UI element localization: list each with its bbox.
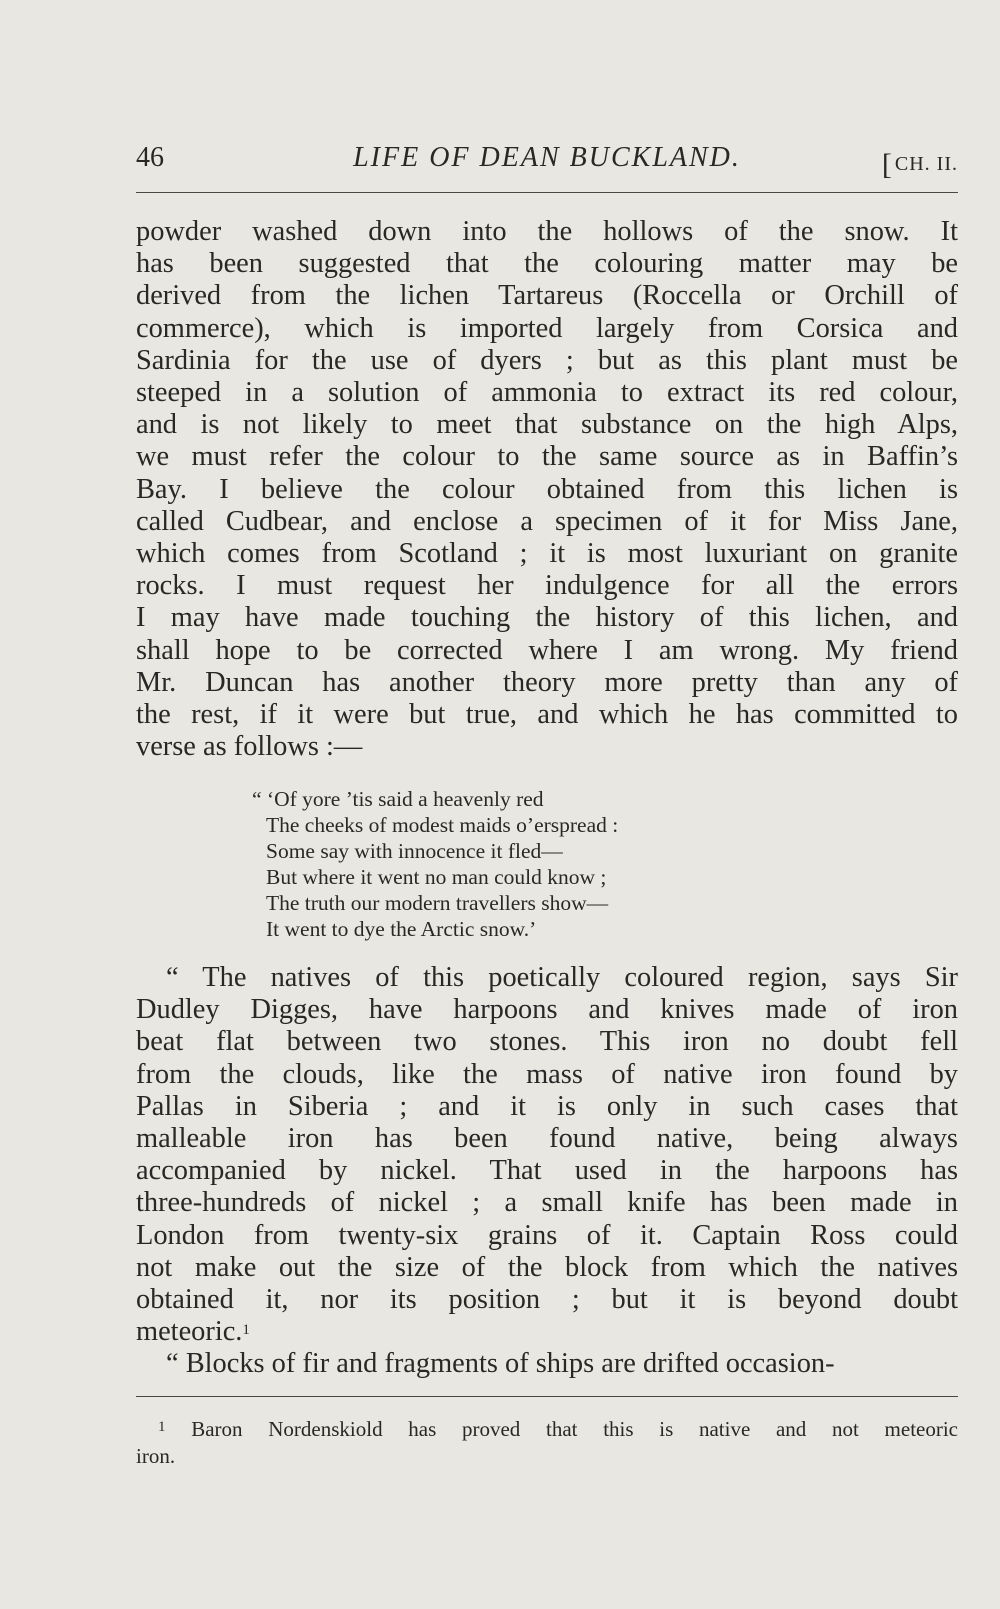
text-line: steeped in a solution of ammonia to extract its red colour,	[136, 377, 958, 409]
text-line: derived from the lichen Tartareus (Roccella or Orchill of	[136, 280, 958, 312]
footnote-text: Baron Nordenskiold has proved that this is native and not meteoric	[191, 1417, 959, 1441]
text-line: the rest, if it were but true, and which he has committed to	[136, 699, 958, 731]
text-line: called Cudbear, and enclose a specimen of it for Miss Jane,	[136, 505, 958, 537]
text-line: has been suggested that the colouring matter may be	[136, 248, 958, 280]
verse-line: The cheeks of modest maids o’erspread :	[266, 813, 619, 837]
text-line: rocks. I must request her indulgence for all the errors	[136, 570, 958, 602]
text-line: “ The natives of this poetically coloured region, says Sir	[166, 962, 958, 993]
text-line: from the clouds, like the mass of native iron found by	[136, 1058, 958, 1090]
running-title: LIFE OF DEAN BUCKLAND.	[353, 142, 741, 173]
verse-line: But where it went no man could know ;	[266, 865, 607, 889]
verse-line: “ ‘Of yore ’tis said a heavenly red	[252, 787, 544, 811]
footnote-line: iron.	[136, 1444, 176, 1468]
verse-line: It went to dye the Arctic snow.’	[266, 917, 537, 941]
footnote-line	[136, 1416, 958, 1443]
footnote-rule	[136, 1396, 958, 1397]
text-line: Dudley Digges, have harpoons and knives made of iron	[136, 994, 958, 1026]
text-line: verse as follows :—	[136, 731, 363, 763]
text-line: I may have made touching the history of this lichen, and	[136, 602, 958, 634]
verse-line: Some say with innocence it fled—	[266, 839, 563, 863]
paragraph-3-first-line: “ Blocks of fir and fragments of ships are drifted occasion-	[166, 1348, 835, 1380]
footnote-marker: 1	[158, 1419, 166, 1435]
text-line: obtained it, nor its position ; but it is beyond doubt	[136, 1284, 958, 1316]
footnote-reference: 1	[242, 1322, 250, 1339]
verse-quotation	[252, 786, 826, 942]
chapter-label: [ CH. II.	[882, 144, 958, 178]
paragraph-2	[136, 962, 958, 1381]
text-line: commerce), which is imported largely from Corsica and	[136, 312, 958, 344]
text-line: which comes from Scotland ; it is most luxuriant on granite	[136, 538, 958, 570]
page-number: 46	[136, 142, 164, 173]
text-line: Mr. Duncan has another theory more pretty than any of	[136, 666, 958, 698]
text-line: accompanied by nickel. That used in the harpoons has	[136, 1155, 958, 1187]
text-line: malleable iron has been found native, being always	[136, 1123, 958, 1155]
text-line: Sardinia for the use of dyers ; but as this plant must be	[136, 344, 958, 376]
text-line	[136, 1316, 958, 1348]
text-line: London from twenty-six grains of it. Captain Ross could	[136, 1219, 958, 1251]
text-line: we must refer the colour to the same source as in Baffin’s	[136, 441, 958, 473]
paragraph-1	[136, 216, 958, 763]
text-line: three-hundreds of nickel ; a small knife has been made in	[136, 1187, 958, 1219]
text-line: powder washed down into the hollows of the snow. It	[136, 216, 958, 247]
running-header	[136, 142, 958, 186]
text-line: and is not likely to meet that substance on the high Alps,	[136, 409, 958, 441]
text-line: Bay. I believe the colour obtained from this lichen is	[136, 473, 958, 505]
text-line: not make out the size of the block from which the natives	[136, 1251, 958, 1283]
text-line: shall hope to be corrected where I am wrong. My friend	[136, 634, 958, 666]
verse-line: The truth our modern travellers show—	[266, 891, 609, 915]
footnote	[136, 1416, 958, 1470]
text-line: Pallas in Siberia ; and it is only in such cases that	[136, 1090, 958, 1122]
text-line: beat flat between two stones. This iron no doubt fell	[136, 1026, 958, 1058]
header-rule	[136, 192, 958, 193]
text-fragment: meteoric.	[136, 1316, 243, 1348]
